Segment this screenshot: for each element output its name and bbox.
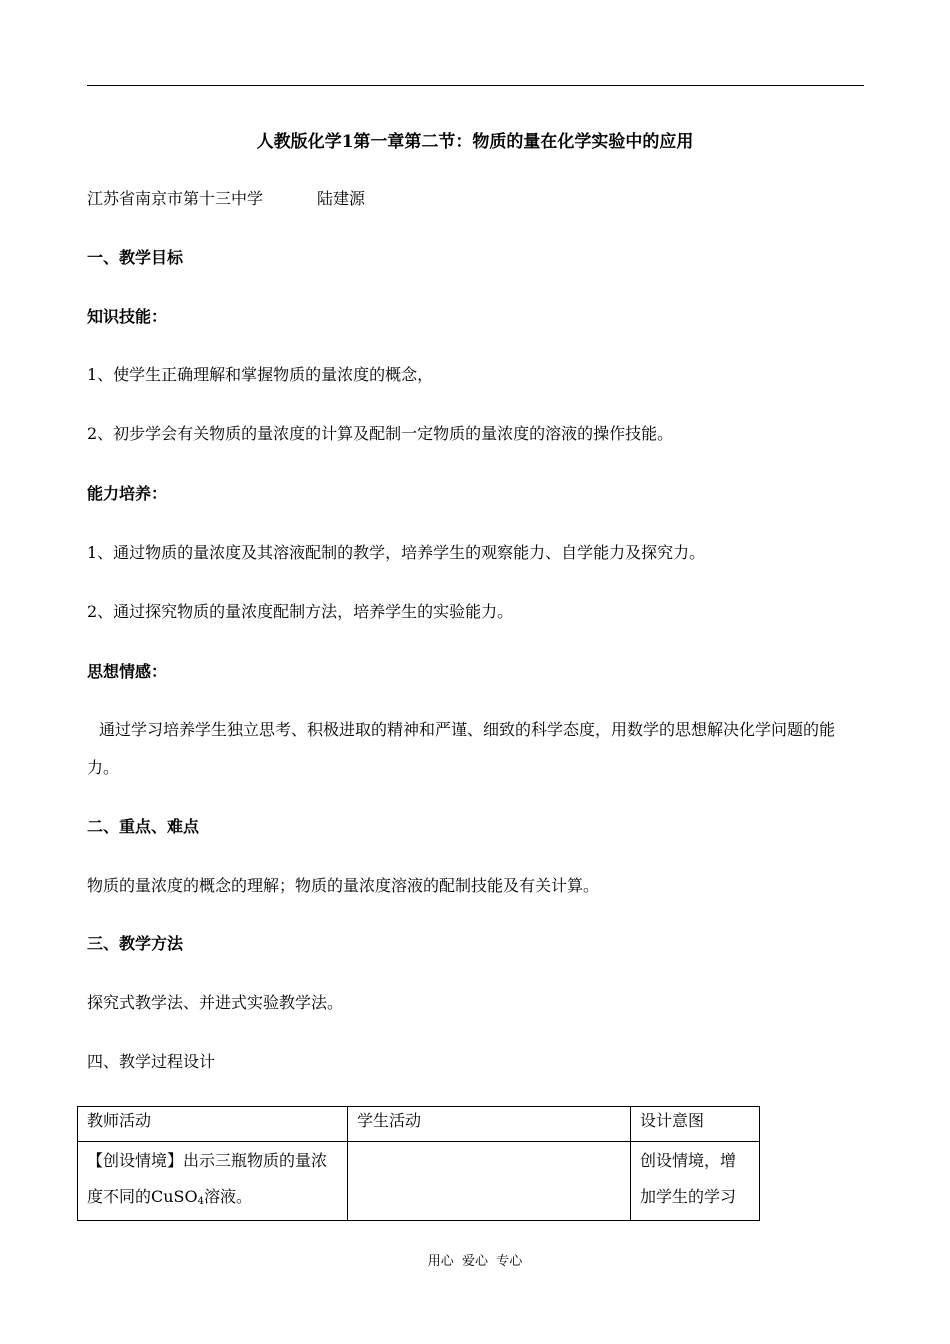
school-name: 江苏省南京市第十三中学 xyxy=(87,189,264,208)
ability-heading: 能力培养： xyxy=(87,484,168,503)
knowledge-item-1: 1、使学生正确理解和掌握物质的量浓度的概念， xyxy=(87,365,434,384)
emotion-text: 通过学习培养学生独立思考、积极进取的精神和严谨、细致的科学态度，用数学的思想解决化学问题的能力。 xyxy=(87,720,836,777)
section-3-text: 探究式教学法、并进式实验教学法。 xyxy=(87,993,344,1012)
knowledge-heading: 知识技能： xyxy=(87,307,168,326)
cell-teacher-activity xyxy=(78,1142,348,1221)
section-2-text: 物质的量浓度的概念的理解；物质的量浓度溶液的配制技能及有关计算。 xyxy=(87,876,600,895)
cell-design-intent: 创设情境，增加学生的学习 xyxy=(631,1142,760,1221)
ability-item-1: 1、通过物质的量浓度及其溶液配制的教学，培养学生的观察能力、自学能力及探究力。 xyxy=(87,543,706,562)
header-teacher-activity: 教师活动 xyxy=(78,1107,348,1142)
table-row xyxy=(78,1142,760,1221)
teacher-text: 【创设情境】出示三瓶物质的量浓度不同的CuSO xyxy=(87,1151,328,1206)
header-student-activity: 学生活动 xyxy=(348,1107,631,1142)
table-header-row xyxy=(78,1107,760,1142)
subscript: 4 xyxy=(197,1196,205,1207)
header-design-intent: 设计意图 xyxy=(631,1107,760,1142)
cell-student-activity xyxy=(348,1142,631,1221)
section-1-heading: 一、教学目标 xyxy=(87,248,184,267)
section-3-heading: 三、教学方法 xyxy=(87,934,184,953)
teaching-process-table xyxy=(77,1106,760,1221)
ability-item-2: 2、通过探究物质的量浓度配制方法，培养学生的实验能力。 xyxy=(87,602,514,621)
page-footer: 用心 爱心 专心 xyxy=(427,1254,523,1269)
section-4-heading: 四、教学过程设计 xyxy=(87,1052,216,1071)
emotion-heading: 思想情感： xyxy=(87,662,168,681)
teacher-text-end: 溶液。 xyxy=(204,1187,253,1206)
author-name: 陆建源 xyxy=(317,189,366,208)
knowledge-item-2: 2、初步学会有关物质的量浓度的计算及配制一定物质的量浓度的溶液的操作技能。 xyxy=(87,424,674,443)
emotion-paragraph xyxy=(87,711,865,787)
document-title: 人教版化学1第一章第二节：物质的量在化学实验中的应用 xyxy=(256,132,694,152)
section-2-heading: 二、重点、难点 xyxy=(87,817,200,836)
top-rule xyxy=(87,85,864,86)
author-line xyxy=(87,189,365,209)
